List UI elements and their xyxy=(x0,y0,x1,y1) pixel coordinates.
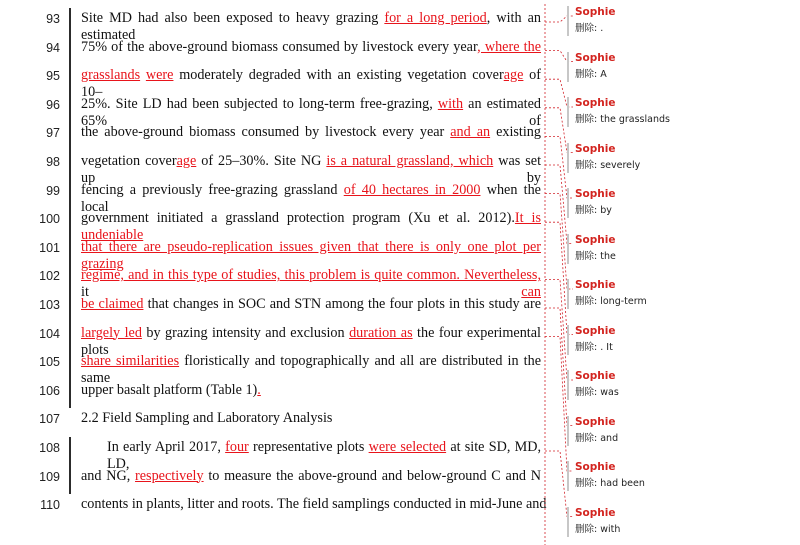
line-number: 103 xyxy=(39,298,60,312)
balloon-indicator xyxy=(567,234,569,264)
comment-balloon[interactable] xyxy=(575,234,775,262)
comment-balloon[interactable] xyxy=(575,6,775,34)
deleted-text: . xyxy=(597,23,604,34)
text-run: floristically and topographically and all are distributed in the same xyxy=(81,353,541,387)
comment-balloon[interactable] xyxy=(575,279,775,307)
section-heading[interactable] xyxy=(81,410,541,427)
text-line[interactable] xyxy=(81,10,542,43)
line-number: 99 xyxy=(46,183,60,198)
line-number: 93 xyxy=(46,12,60,26)
comment-author: Sophie xyxy=(575,188,616,200)
deletion-label: 删除: xyxy=(575,341,598,353)
text-run: contents in plants, litter and roots. The field samplings conducted in mid-June and xyxy=(81,496,547,513)
inserted-text: were selected xyxy=(368,439,447,455)
inserted-text: . xyxy=(257,381,261,398)
inserted-text: largely led xyxy=(81,324,142,341)
text-line[interactable] xyxy=(81,382,541,399)
deletion-label: 删除: xyxy=(575,68,598,80)
balloon-indicator xyxy=(567,416,569,446)
balloon-indicator xyxy=(567,143,569,173)
comment-author: Sophie xyxy=(575,279,616,291)
balloon-indicator xyxy=(567,188,569,218)
comment-text xyxy=(575,475,775,489)
comment-text xyxy=(575,248,775,262)
balloon-indicator xyxy=(567,279,569,309)
line-number: 98 xyxy=(46,155,60,169)
comment-balloon[interactable] xyxy=(575,507,775,535)
comment-author: Sophie xyxy=(575,415,616,428)
inserted-text: can xyxy=(521,284,541,301)
comment-author: Sophie xyxy=(575,233,616,246)
line-number: 106 xyxy=(39,383,60,398)
text-run: that changes in SOC and STN among the four plots in this study are xyxy=(143,296,541,312)
deletion-label: 删除: xyxy=(575,296,598,307)
inserted-text: age xyxy=(503,67,524,84)
deletion-label: 删除: xyxy=(575,387,598,398)
comment-balloon[interactable] xyxy=(575,416,775,444)
line-number: 97 xyxy=(46,126,60,141)
balloon-indicator xyxy=(567,325,569,355)
deleted-text: A xyxy=(597,68,607,80)
balloon-indicator xyxy=(567,97,569,127)
comment-text xyxy=(575,157,775,171)
text-run: Site MD had also been exposed to xyxy=(81,10,296,26)
text-line[interactable] xyxy=(81,267,541,301)
deletion-label: 删除: xyxy=(575,250,598,262)
comment-balloon[interactable] xyxy=(575,143,775,171)
inserted-text: be claimed xyxy=(81,296,144,312)
text-line[interactable] xyxy=(81,468,541,488)
line-number: 100 xyxy=(39,212,60,227)
inserted-text: age xyxy=(176,153,197,169)
text-line[interactable] xyxy=(81,353,541,387)
inserted-text: and an xyxy=(450,124,491,141)
text-run: vegetation cover xyxy=(81,153,177,169)
text-run: representative plots xyxy=(248,439,369,455)
deleted-text: had been xyxy=(597,478,645,489)
change-bar xyxy=(69,8,71,408)
deleted-text: severely xyxy=(597,159,641,171)
deleted-text: was xyxy=(597,387,619,398)
text-run: government initiated a grassland protection program (Xu et al. 2012). xyxy=(81,210,515,227)
text-line[interactable] xyxy=(81,296,541,316)
deleted-text: the grasslands xyxy=(597,114,670,125)
line-number: 94 xyxy=(46,40,60,55)
line-number: 96 xyxy=(46,97,60,112)
balloon-indicator xyxy=(567,370,569,400)
text-run: moderately degraded with an existing vegetation cover xyxy=(173,67,504,84)
text-line[interactable] xyxy=(81,210,541,244)
text-line[interactable] xyxy=(81,153,542,186)
deleted-text: by xyxy=(597,205,612,216)
comment-text xyxy=(575,430,775,444)
inserted-text: share similarities xyxy=(81,353,180,370)
text-line[interactable] xyxy=(81,496,547,513)
deleted-text: with xyxy=(597,523,621,535)
comment-balloon[interactable] xyxy=(575,97,775,125)
comment-balloon[interactable] xyxy=(575,325,775,353)
inserted-text: grasslands xyxy=(81,67,141,84)
comment-text xyxy=(575,111,775,125)
comment-balloon[interactable] xyxy=(575,188,775,216)
text-run: In early April 2017, xyxy=(107,439,226,455)
text-run: and NG, xyxy=(81,467,136,484)
inserted-text: regime, and in this type of studies, this problem is quite common. Nevertheless, xyxy=(81,267,541,284)
deleted-text: the xyxy=(597,250,616,262)
comment-text xyxy=(575,384,775,398)
line-number: 95 xyxy=(46,69,60,84)
text-run: it xyxy=(81,284,522,301)
line-number: 102 xyxy=(39,269,60,284)
line-number: 109 xyxy=(39,469,60,484)
text-run: upper basalt platform (Table 1) xyxy=(81,381,258,398)
text-run: the above-ground biomass consumed by livestock every year xyxy=(81,124,451,141)
text-line[interactable] xyxy=(81,95,541,129)
comment-text xyxy=(575,293,775,307)
line-number: 110 xyxy=(40,498,60,513)
text-run: 25%. Site LD had been subjected to long-term free-grazing, xyxy=(81,95,438,112)
comment-balloon[interactable] xyxy=(575,461,775,489)
inserted-text: that there are pseudo-replication issues given that there is only one plot per grazing xyxy=(81,238,541,272)
deletion-label: 删除: xyxy=(575,23,598,34)
comment-text xyxy=(575,339,775,353)
text-line[interactable] xyxy=(107,439,542,472)
line-number-gutter xyxy=(0,0,68,545)
deletion-label: 删除: xyxy=(575,432,598,444)
line-number: 101 xyxy=(39,240,60,255)
text-run: at site SD, MD, LD, xyxy=(107,439,542,472)
comment-author: Sophie xyxy=(575,461,616,473)
deleted-text: long-term xyxy=(597,296,647,307)
text-run: an estimated 65% of xyxy=(81,95,541,129)
deletion-label: 删除: xyxy=(575,205,598,216)
inserted-text: , where the xyxy=(477,38,541,55)
comment-balloon[interactable] xyxy=(575,370,775,398)
inserted-text: four xyxy=(225,439,249,455)
comment-balloon[interactable] xyxy=(575,52,775,80)
text-line[interactable] xyxy=(81,181,541,215)
line-number: 108 xyxy=(39,441,60,455)
comment-author: Sophie xyxy=(575,51,616,64)
text-run: , with an estimated xyxy=(81,10,542,43)
text-run: was set up by xyxy=(81,153,542,186)
inserted-text: is a natural grassland, which xyxy=(326,153,494,169)
comment-author: Sophie xyxy=(575,6,616,18)
line-number: 104 xyxy=(39,326,60,341)
line-number: 107 xyxy=(39,412,60,427)
balloon-indicator xyxy=(567,507,569,537)
deletion-label: 删除: xyxy=(575,114,598,125)
comment-text xyxy=(575,66,775,80)
text-run: existing xyxy=(490,124,541,141)
comment-author: Sophie xyxy=(575,370,616,382)
comment-text xyxy=(575,20,775,34)
balloon-indicator xyxy=(567,52,569,82)
text-run: when the local xyxy=(81,181,541,215)
text-line[interactable] xyxy=(81,324,541,358)
line-number: 105 xyxy=(39,355,60,370)
text-run: of 10– xyxy=(81,67,541,101)
inserted-text: duration as xyxy=(349,324,413,341)
comment-author: Sophie xyxy=(575,324,616,337)
text-run: 2.2 Field Sampling and Laboratory Analysis xyxy=(81,410,333,427)
text-run: of 25–30%. Site NG xyxy=(196,153,327,169)
comment-text xyxy=(575,521,775,535)
text-line[interactable] xyxy=(81,67,541,101)
text-line[interactable] xyxy=(81,124,541,144)
deleted-text: . It xyxy=(597,341,613,353)
text-run: by grazing intensity and exclusion xyxy=(141,324,350,341)
text-run: heavy grazing xyxy=(295,10,385,26)
comment-author: Sophie xyxy=(575,142,616,155)
text-run: the four experimental plots xyxy=(81,324,541,358)
change-bar xyxy=(69,437,71,494)
comment-author: Sophie xyxy=(575,506,616,519)
deletion-label: 删除: xyxy=(575,478,598,489)
deleted-text: and xyxy=(597,432,619,444)
inserted-text: of 40 hectares in 2000 xyxy=(343,181,481,198)
deletion-label: 删除: xyxy=(575,523,598,535)
text-run: fencing a previously free-grazing grassland xyxy=(81,181,344,198)
inserted-text: with xyxy=(437,95,464,112)
balloon-indicator xyxy=(567,6,569,36)
inserted-text: It is undeniable xyxy=(81,210,541,244)
text-line[interactable] xyxy=(81,238,541,272)
inserted-text: were xyxy=(145,67,174,84)
inserted-text: for a long period xyxy=(384,10,487,26)
comment-text xyxy=(575,202,775,216)
comment-author: Sophie xyxy=(575,97,616,109)
text-run: 75% of the above-ground biomass consumed by livestock every year xyxy=(81,38,478,55)
deletion-label: 删除: xyxy=(575,159,598,171)
inserted-text: respectively xyxy=(135,467,204,484)
text-run: to measure the above-ground and below-ground C and N xyxy=(203,467,541,484)
balloon-indicator xyxy=(567,461,569,491)
text-line[interactable] xyxy=(81,39,541,59)
